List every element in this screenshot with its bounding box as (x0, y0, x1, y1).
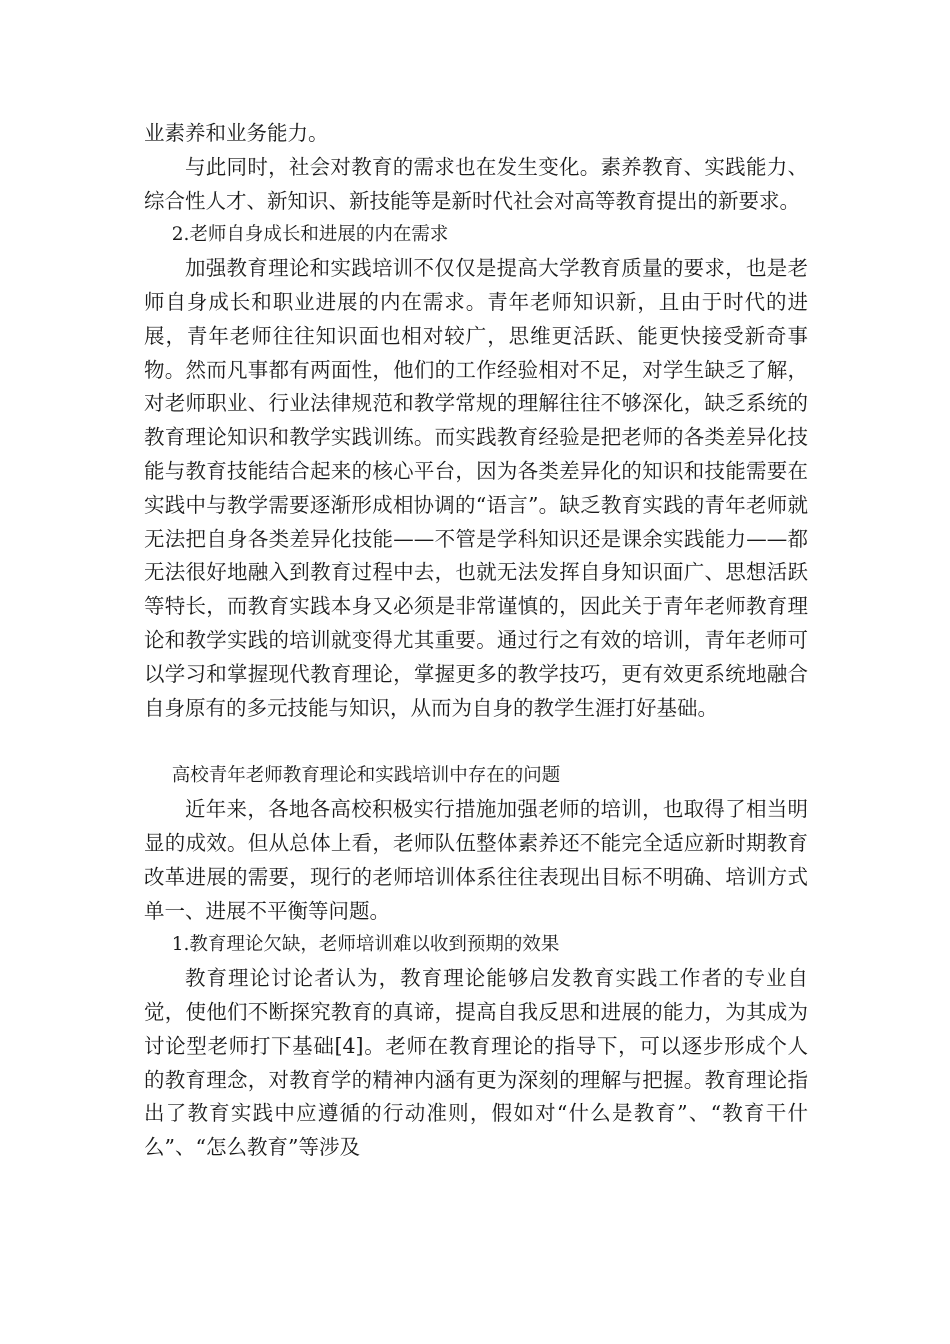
paragraph-gap (144, 725, 808, 759)
section-heading-problems: 高校青年老师教育理论和实践培训中存在的问题 (171, 765, 561, 787)
paragraph-social-demand: 与此同时，社会对教育的需求也在发生变化。素养教育、实践能力、综合性人才、新知识、新技能等是新时代社会对高等教育提出的新要求。 (144, 154, 808, 213)
section-heading-1: 1.教育理论欠缺，老师培训难以收到预期的效果 (171, 934, 560, 956)
paragraph-recent-years: 近年来，各地各高校积极实行措施加强老师的培训，也取得了相当明显的成效。但从总体上看，老师队伍整体素养还不能完全适应新时期教育改革进展的需要，现行的老师培训体系往往表现出目标不明确、培训方式单一、进展不平衡等问题。 (144, 797, 808, 923)
document-body (144, 117, 808, 1165)
paragraph-theory-research: 教育理论讨论者认为，教育理论能够启发教育实践工作者的专业自觉，使他们不断探究教育的真谛，提高自我反思和进展的能力，为其成为讨论型老师打下基础[4]。老师在教育理论的指导下，可以逐步形成个人的教育理念，对教育学的精神内涵有更为深刻的理解与把握。教育理论指出了教育实践中应遵循的行动准则，假如对“什么是教育”、“教育干什么”、“怎么教育”等涉及 (144, 966, 808, 1160)
paragraph-teacher-growth: 加强教育理论和实践培训不仅仅是提高大学教育质量的要求，也是老师自身成长和职业进展的内在需求。青年老师知识新，且由于时代的进展，青年老师往往知识面也相对较广，思维更活跃、能更快接受新奇事物。然而凡事都有两面性，他们的工作经验相对不足，对学生缺乏了解，对老师职业、行业法律规范和教学常规的理解往往不够深化，缺乏系统的教育理论知识和教学实践训练。而实践教育经验是把老师的各类差异化技能与教育技能结合起来的核心平台，因为各类差异化的知识和技能需要在实践中与教学需要逐渐形成相协调的“语言”。缺乏教育实践的青年老师就无法把自身各类差异化技能——不管是学科知识还是课余实践能力——都无法很好地融入到教育过程中去，也就无法发挥自身知识面广、思想活跃等特长，而教育实践本身又必须是非常谨慎的，因此关于青年老师教育理论和教学实践的培训就变得尤其重要。通过行之有效的培训，青年老师可以学习和掌握现代教育理论，掌握更多的教学技巧，更有效更系统地融合自身原有的多元技能与知识，从而为自身的教学生涯打好基础。 (144, 256, 808, 720)
section-heading-2: 2.老师自身成长和进展的内在需求 (171, 224, 449, 246)
paragraph-continuation: 业素养和业务能力。 (144, 121, 329, 145)
